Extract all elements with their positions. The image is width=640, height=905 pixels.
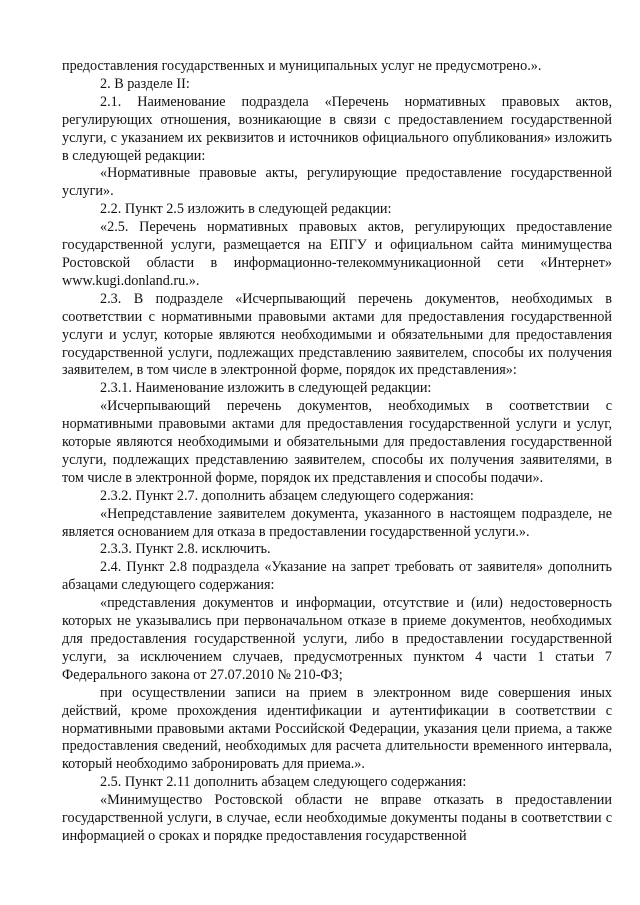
paragraph-2: 2. В разделе II: <box>100 75 190 92</box>
paragraph-6: «2.5. Перечень нормативных правовых актов, регулирующих предоставление государственной услуги, размещается на ЕПГУ и официальном сайта минимущества Ростовской области в информационно-телекоммуникационной сети «Интернет» www.kugi.donland.ru.». <box>62 219 612 289</box>
paragraph-14: «представления документов и информации, отсутствие и (или) недостоверность которых не указывались при первоначальном отказе в приеме документов, необходимых для предоставления государственной услуги, либо в предоставлении государственной услуги, за исключением случаев, предусмотренных пунктом 4 части 1 статьи 7 Федерального закона от 27.07.2010 № 210-ФЗ; <box>62 595 612 683</box>
paragraph-11: «Непредставление заявителем документа, указанного в настоящем подразделе, не является основанием для отказа в предоставлении государственной услуги.». <box>62 505 612 540</box>
paragraph-4: «Нормативные правовые акты, регулирующие предоставление государственной услуги». <box>62 165 612 200</box>
paragraph-16: 2.5. Пункт 2.11 дополнить абзацем следующего содержания: <box>100 774 467 791</box>
paragraph-9: «Исчерпывающий перечень документов, необходимых в соответствии с нормативными правовыми актами для предоставления государственной услуги и услуг, которые являются необходимыми и обязательными для предоставления государственной услуги, подлежащих представлению заявителем, способы их получения заявителями, в том числе в электронной форме, порядок их представления и способы подачи». <box>62 398 612 486</box>
document-page <box>62 58 612 846</box>
paragraph-15: при осуществлении записи на прием в электронном виде совершения иных действий, кроме прохождения идентификации и аутентификации в соответствии с нормативными правовыми актами Российской Федерации, указания цели приема, а также предоставления сведений, необходимых для расчета длительности временного интервала, который необходимо забронировать для приема.». <box>62 684 612 773</box>
paragraph-13: 2.4. Пункт 2.8 подраздела «Указание на запрет требовать от заявителя» дополнить абзацами следующего содержания: <box>62 559 612 594</box>
paragraph-8: 2.3.1. Наименование изложить в следующей редакции: <box>100 380 432 397</box>
paragraph-12: 2.3.3. Пункт 2.8. исключить. <box>100 541 271 558</box>
paragraph-7: 2.3. В подразделе «Исчерпывающий перечень документов, необходимых в соответствии с нормативными правовыми актами для предоставления государственной услуги и услуг, которые являются необходимыми и обязательными для предоставления государственной услуги, подлежащих представлению заявителем, способы их получения заявителем, в том числе в электронной форме, порядок их представления»: <box>62 290 612 379</box>
paragraph-17: «Минимущество Ростовской области не вправе отказать в предоставлении государственной услуги, в случае, если необходимые документы поданы в соответствии с информацией о сроках и порядке предоставления государственной <box>62 792 612 844</box>
paragraph-10: 2.3.2. Пункт 2.7. дополнить абзацем следующего содержания: <box>100 487 474 504</box>
paragraph-1: предоставления государственных и муниципальных услуг не предусмотрено.». <box>62 58 542 74</box>
paragraph-5: 2.2. Пункт 2.5 изложить в следующей редакции: <box>100 201 392 218</box>
paragraph-3: 2.1. Наименование подраздела «Перечень нормативных правовых актов, регулирующих отношения, возникающие в связи с предоставлением государственной услуги, с указанием их реквизитов и источников официального опубликования» изложить в следующей редакции: <box>62 93 612 164</box>
